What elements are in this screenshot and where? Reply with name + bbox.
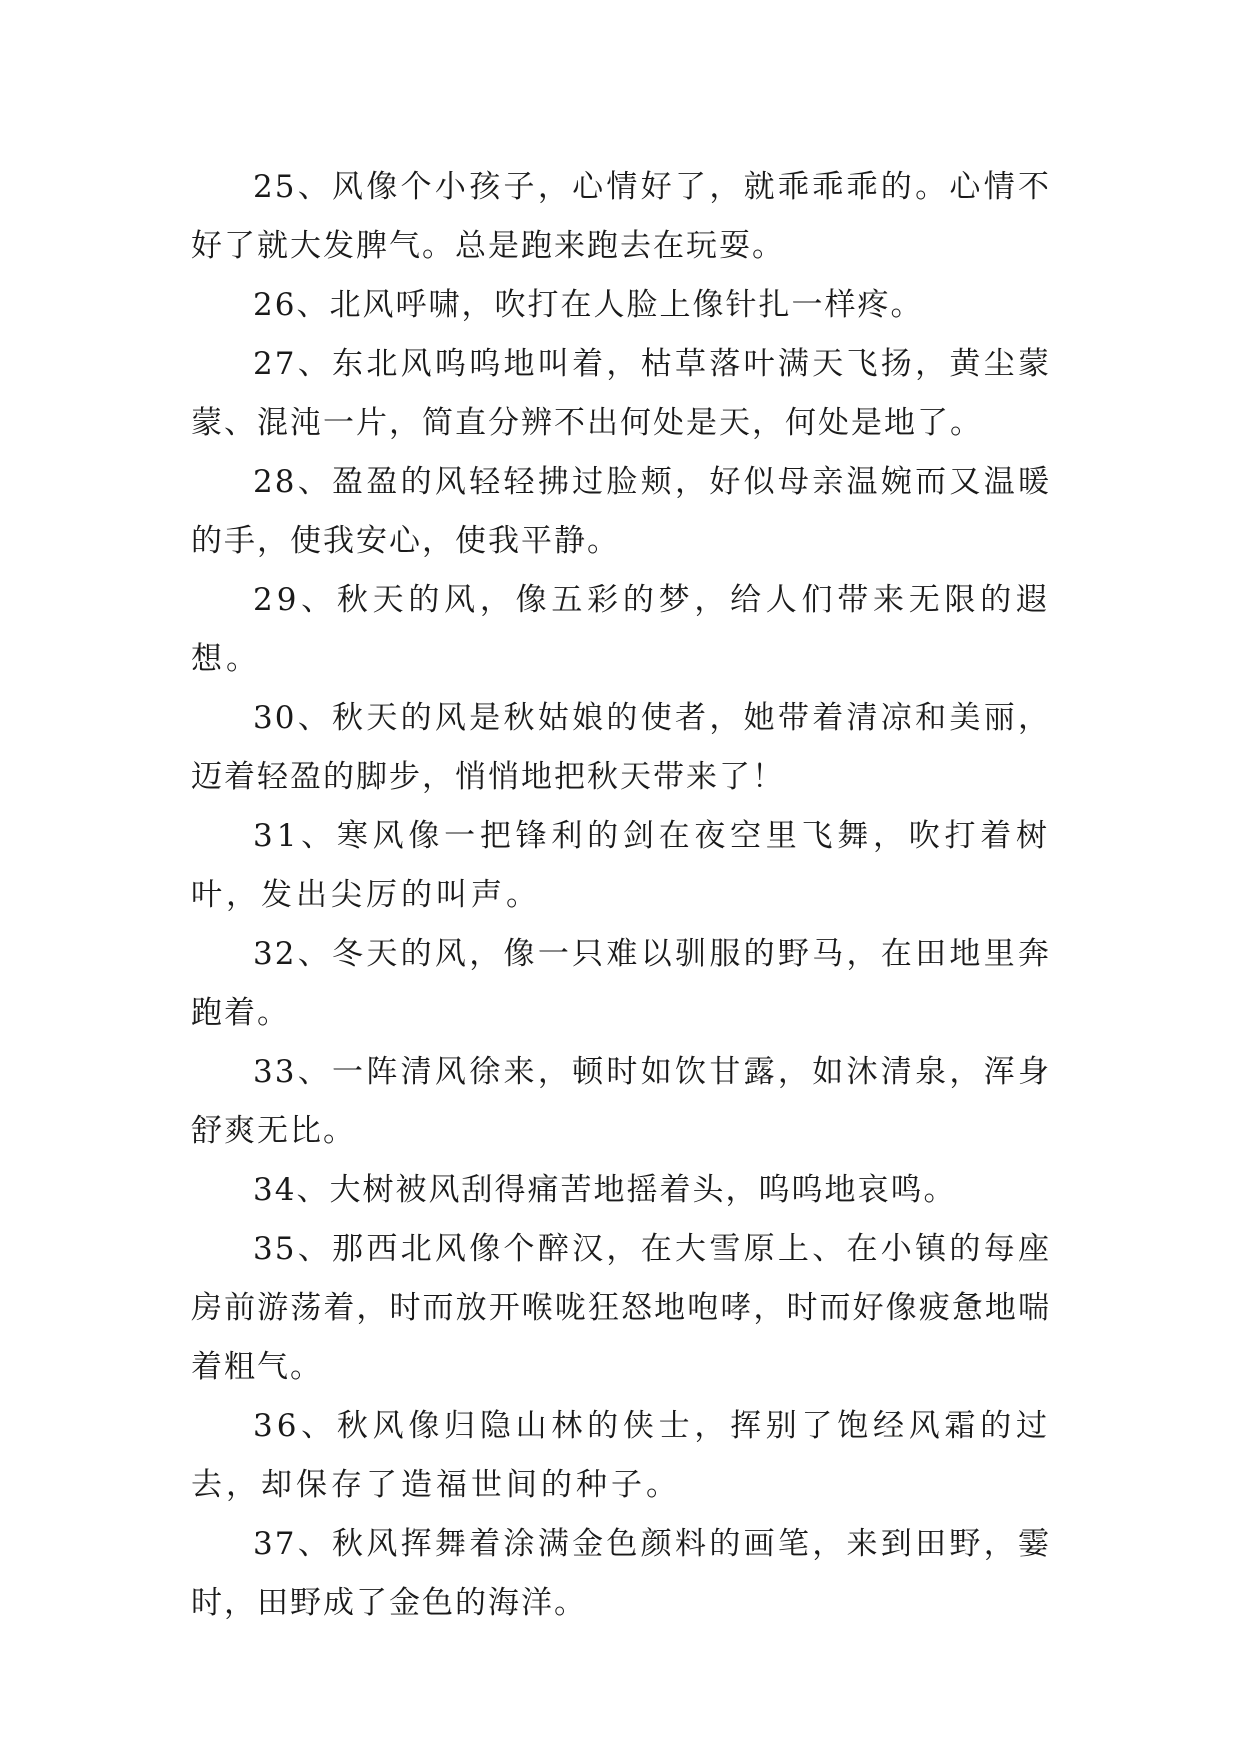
paragraph-25: 25、风像个小孩子，心情好了，就乖乖乖的。心情不好了就大发脾气。总是跑来跑去在玩耍。 [191, 169, 1051, 264]
document-body [191, 158, 1051, 1633]
paragraph-34: 34、大树被风刮得痛苦地摇着头，呜呜地哀鸣。 [253, 1172, 957, 1208]
paragraph-29: 29、秋天的风，像五彩的梦，给人们带来无限的遐想。 [191, 582, 1051, 677]
paragraph-28: 28、盈盈的风轻轻拂过脸颊，好似母亲温婉而又温暖的手，使我安心，使我平静。 [191, 464, 1051, 559]
paragraph-30: 30、秋天的风是秋姑娘的使者，她带着清凉和美丽，迈着轻盈的脚步，悄悄地把秋天带来了！ [191, 700, 1051, 795]
paragraph-35: 35、那西北风像个醉汉，在大雪原上、在小镇的每座房前游荡着，时而放开喉咙狂怒地咆哮，时而好像疲惫地喘着粗气。 [191, 1231, 1051, 1385]
paragraph-31: 31、寒风像一把锋利的剑在夜空里飞舞，吹打着树叶，发出尖厉的叫声。 [191, 818, 1051, 913]
paragraph-32: 32、冬天的风，像一只难以驯服的野马，在田地里奔跑着。 [191, 936, 1051, 1031]
paragraph-27: 27、东北风呜呜地叫着，枯草落叶满天飞扬，黄尘蒙蒙、混沌一片，简直分辨不出何处是天，何处是地了。 [191, 346, 1051, 441]
paragraph-37: 37、秋风挥舞着涂满金色颜料的画笔，来到田野，霎时，田野成了金色的海洋。 [191, 1526, 1051, 1621]
paragraph-36: 36、秋风像归隐山林的侠士，挥别了饱经风霜的过去，却保存了造福世间的种子。 [191, 1408, 1051, 1503]
paragraph-26: 26、北风呼啸，吹打在人脸上像针扎一样疼。 [253, 287, 924, 323]
paragraph-33: 33、一阵清风徐来，顿时如饮甘露，如沐清泉，浑身舒爽无比。 [191, 1054, 1051, 1149]
